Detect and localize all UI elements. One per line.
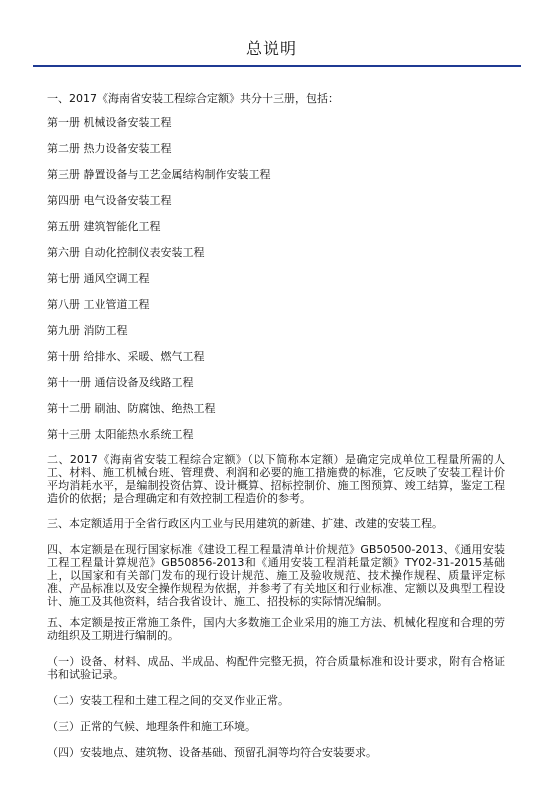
paragraph-2: 二、2017《海南省安装工程综合定额》（以下简称本定额）是确定完成单位工程量所需的人工、材料、施工机械台班、管理费、利润和必要的施工措施费的标准，它反映了安装工程计价平均消耗水平，是编制投资估算、设计概算、招标控制价、施工图预算、竣工结算，鉴定工程造价的依据；是合理确定和有效控制工程造价的参考。 [47,453,505,505]
volume-list [47,116,505,454]
intro-paragraph: 一、2017《海南省安装工程综合定额》共分十三册，包括： [47,92,339,105]
volume-item: 第十一册 通信设备及线路工程 [47,376,194,389]
volume-item: 第十二册 刷油、防腐蚀、绝热工程 [47,402,216,415]
condition-1: （一）设备、材料、成品、半成品、构配件完整无损，符合质量标准和设计要求，附有合格证书和试验记录。 [47,655,505,681]
condition-2: （二）安装工程和土建工程之间的交叉作业正常。 [47,694,289,707]
volume-item: 第一册 机械设备安装工程 [47,116,172,129]
volume-item: 第五册 建筑智能化工程 [47,220,161,233]
volume-item: 第十册 给排水、采暖、燃气工程 [47,350,205,363]
volume-item: 第九册 消防工程 [47,324,128,337]
paragraph-5: 五、本定额是按正常施工条件，国内大多数施工企业采用的施工方法、机械化程度和合理的劳动组织及工期进行编制的。 [47,616,505,642]
volume-item: 第六册 自动化控制仪表安装工程 [47,246,205,259]
volume-item: 第二册 热力设备安装工程 [47,142,172,155]
volume-item: 第四册 电气设备安装工程 [47,194,172,207]
condition-3: （三）正常的气候、地理条件和施工环境。 [47,720,256,733]
volume-item: 第七册 通风空调工程 [47,272,150,285]
paragraph-3: 三、本定额适用于全省行政区内工业与民用建筑的新建、扩建、改建的安装工程。 [47,517,443,530]
volume-item: 第十三册 太阳能热水系统工程 [47,428,194,441]
condition-4: （四）安装地点、建筑物、设备基础、预留孔洞等均符合安装要求。 [47,746,377,759]
paragraph-4: 四、本定额是在现行国家标准《建设工程工程量清单计价规范》GB50500-2013、《通用安装工程工程量计算规范》GB50856-2013和《通用安装工程消耗量定额》TY02-31-2015基础上，以国家和有关部门发布的现行设计规范、施工及验收规范、技术操作规程、质量评定标准、产品标准以及安全操作规程为依据，并参考了有关地区和行业标准、定额以及典型工程设计、施工及其他资料，结合我省设计、施工、招投标的实际情况编制。 [47,543,505,608]
volume-item: 第八册 工业管道工程 [47,298,150,311]
title-underline [33,65,521,67]
volume-item: 第三册 静置设备与工艺金属结构制作安装工程 [47,168,271,181]
page-title: 总说明 [245,39,297,58]
